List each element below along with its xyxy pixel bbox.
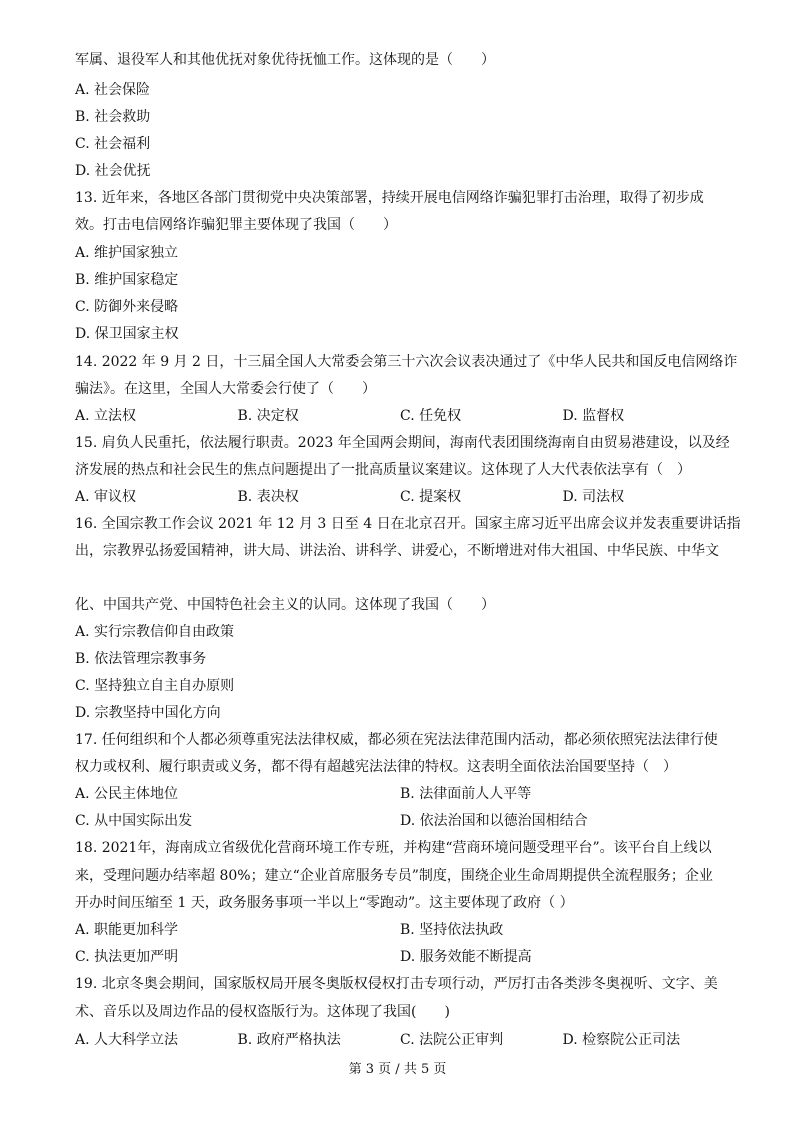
answer-option: D. 保卫国家主权 bbox=[75, 326, 179, 342]
answer-option: B. 法律面前人人平等 bbox=[400, 786, 532, 802]
text-line: 化、中国共产党、中国特色社会主义的认同。这体现了我国（ ） bbox=[75, 597, 495, 613]
answer-option: B. 表决权 bbox=[237, 489, 299, 505]
option-row bbox=[75, 79, 725, 101]
option-row bbox=[75, 946, 725, 968]
answer-option: D. 监督权 bbox=[562, 408, 625, 424]
option-row bbox=[75, 323, 725, 345]
answer-option: A. 公民主体地位 bbox=[75, 786, 179, 802]
text-line: 济发展的热点和社会民生的焦点问题提出了一批高质量议案建议。这体现了人大代表依法享有（ ） bbox=[75, 462, 691, 478]
option-row bbox=[75, 160, 725, 182]
answer-option: C. 防御外来侵略 bbox=[75, 299, 179, 315]
page-footer: 第 3 页 / 共 5 页 bbox=[348, 1062, 447, 1077]
option-row bbox=[75, 405, 725, 427]
answer-option: D. 依法治国和以德治国相结合 bbox=[400, 813, 588, 829]
text-line: 13. 近年来，各地区各部门贯彻党中央决策部署，持续开展电信网络诈骗犯罪打击治理，取得了初步成 bbox=[75, 190, 704, 206]
answer-option: A. 社会保险 bbox=[75, 82, 151, 98]
option-row bbox=[75, 783, 725, 805]
answer-option: D. 司法权 bbox=[562, 489, 625, 505]
text-line: 18. 2021年，海南成立省级优化营商环境工作专班，并构建“营商环境问题受理平台”。该平台自上线以 bbox=[75, 840, 712, 856]
answer-option: D. 社会优抚 bbox=[75, 163, 151, 179]
answer-option: D. 宗教坚持中国化方向 bbox=[75, 705, 221, 721]
option-row bbox=[75, 269, 725, 291]
text-line: 权力或权利、履行职责或义务，都不得有超越宪法法律的特权。这表明全面依法治国要坚持（ ） bbox=[75, 759, 677, 775]
text-line: 15. 肩负人民重托，依法履行职责。2023 年全国两会期间，海南代表团围绕海南自由贸易港建设，以及经 bbox=[75, 435, 730, 451]
answer-option: A. 审议权 bbox=[75, 489, 137, 505]
answer-option: D. 服务效能不断提高 bbox=[400, 949, 532, 965]
option-row bbox=[75, 106, 725, 128]
answer-option: B. 社会救助 bbox=[75, 109, 151, 125]
text-line: 来，受理问题办结率超 80%；建立“企业首席服务专员”制度，围绕企业生命周期提供全流程服务；企业 bbox=[75, 868, 713, 884]
text-line: 14. 2022 年 9 月 2 日，十三届全国人大常委会第三十六次会议表决通过了《中华人民共和国反电信网络诈 bbox=[75, 354, 738, 370]
answer-option: A. 立法权 bbox=[75, 408, 137, 424]
answer-option: C. 社会福利 bbox=[75, 136, 151, 152]
answer-option: A. 职能更加科学 bbox=[75, 922, 179, 938]
answer-option: C. 坚持独立自主自办原则 bbox=[75, 678, 235, 694]
option-row bbox=[75, 810, 725, 832]
option-row bbox=[75, 242, 725, 264]
text-line: 骗法》。在这里，全国人大常委会行使了（ ） bbox=[75, 381, 376, 397]
answer-option: A. 维护国家独立 bbox=[75, 245, 179, 261]
answer-option: B. 维护国家稳定 bbox=[75, 272, 179, 288]
option-row bbox=[75, 296, 725, 318]
answer-option: B. 坚持依法执政 bbox=[400, 922, 504, 938]
answer-option: C. 提案权 bbox=[400, 489, 462, 505]
text-line: 16. 全国宗教工作会议 2021 年 12 月 3 日至 4 日在北京召开。国家主席习近平出席会议并发表重要讲话指 bbox=[75, 516, 741, 532]
answer-option: C. 法院公正审判 bbox=[400, 1032, 504, 1048]
text-line: 开办时间压缩至 1 天，政务服务事项一半以上“零跑动”。这主要体现了政府（ ） bbox=[75, 895, 574, 911]
text-line: 术、音乐以及周边作品的侵权盗版行为。这体现了我国( ) bbox=[75, 1004, 450, 1020]
text-line: 出，宗教界弘扬爱国精神，讲大局、讲法治、讲科学、讲爱心，不断增进对伟大祖国、中华民族、中华文 bbox=[75, 543, 719, 559]
answer-option: A. 实行宗教信仰自由政策 bbox=[75, 624, 235, 640]
answer-option: C. 执法更加严明 bbox=[75, 949, 179, 965]
answer-option: B. 决定权 bbox=[237, 408, 299, 424]
text-line: 军属、退役军人和其他优抚对象优待抚恤工作。这体现的是（ ） bbox=[75, 52, 495, 68]
answer-option: C. 从中国实际出发 bbox=[75, 813, 193, 829]
text-line: 效。打击电信网络诈骗犯罪主要体现了我国（ ） bbox=[75, 217, 397, 233]
option-row bbox=[75, 702, 725, 724]
option-row bbox=[75, 648, 725, 670]
text-line: 17. 任何组织和个人都必须尊重宪法法律权威，都必须在宪法法律范围内活动，都必须依照宪法法律行使 bbox=[75, 732, 718, 748]
option-row bbox=[75, 675, 725, 697]
answer-option: B. 依法管理宗教事务 bbox=[75, 651, 207, 667]
answer-option: A. 人大科学立法 bbox=[75, 1032, 179, 1048]
option-row bbox=[75, 1029, 725, 1051]
option-row bbox=[75, 133, 725, 155]
answer-option: D. 检察院公正司法 bbox=[562, 1032, 681, 1048]
option-row bbox=[75, 919, 725, 941]
answer-option: C. 任免权 bbox=[400, 408, 462, 424]
option-row bbox=[75, 486, 725, 508]
option-row bbox=[75, 621, 725, 643]
text-line: 19. 北京冬奥会期间，国家版权局开展冬奥版权侵权打击专项行动，严厉打击各类涉冬奥视听、文字、美 bbox=[75, 976, 718, 992]
answer-option: B. 政府严格执法 bbox=[237, 1032, 341, 1048]
